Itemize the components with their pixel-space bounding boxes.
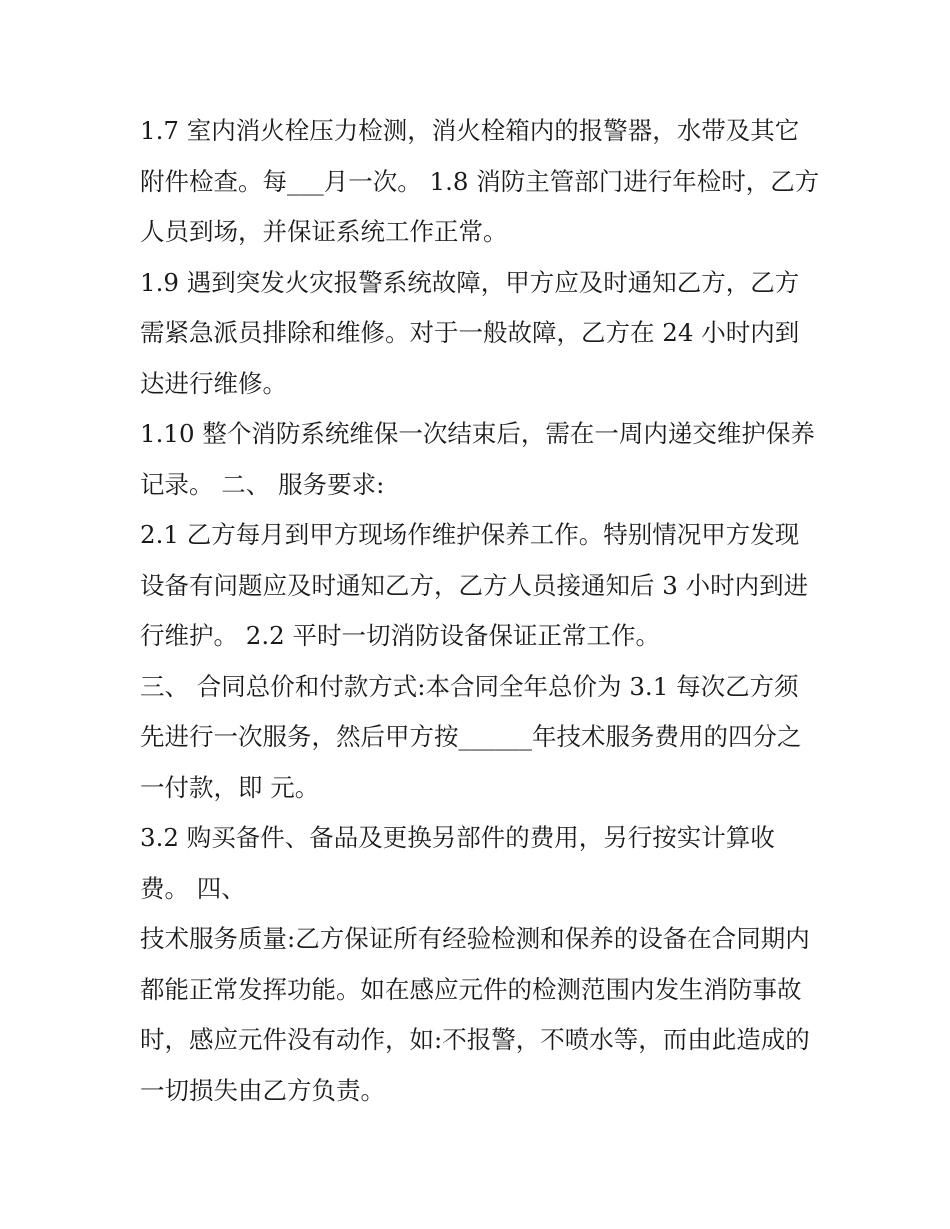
paragraph-1-10-maintenance-record: 1.10 整个消防系统维保一次结束后，需在一周内递交维护保养记录。 二、 服务要求: (140, 419, 815, 499)
paragraph-1-9-fault-repair: 1.9 遇到突发火灾报警系统故障，甲方应及时通知乙方，乙方需紧急派员排除和维修。对于一般故障，乙方在 24 小时内到达进行维修。 (140, 267, 800, 398)
paragraph-4-service-quality: 技术服务质量:乙方保证所有经验检测和保养的设备在合同期内都能正常发挥功能。如在感应元件的检测范围内发生消防事故时，感应元件没有动作，如:不报警，不喷水等，而由此造成的一切损失由乙方负责。 (140, 924, 810, 1105)
paragraph-3-2-spare-parts: 3.2 购买备件、备品及更换另部件的费用，另行按实计算收 费。 四、 (140, 823, 783, 903)
paragraph-3-price-and-payment: 三、 合同总价和付款方式:本合同全年总价为 3.1 每次乙方须先进行一次服务，然后甲方按______年技术服务费用的四分之一付款，即 元。 (140, 671, 802, 802)
paragraph-1-7-hydrant-inspection: 1.7 室内消火栓压力检测，消火栓箱内的报警器，水带及其它附件检查。每___月一次。 1.8 消防主管部门进行年检时，乙方人员到场，并保证系统工作正常。 (140, 116, 820, 246)
document-body (140, 106, 820, 1116)
paragraph-2-1-service-requirements: 2.1 乙方每月到甲方现场作维护保养工作。特别情况甲方发现设备有问题应及时通知乙方，乙方人员接通知后 3 小时内到进行维护。 2.2 平时一切消防设备保证正常工作。 (140, 520, 809, 650)
